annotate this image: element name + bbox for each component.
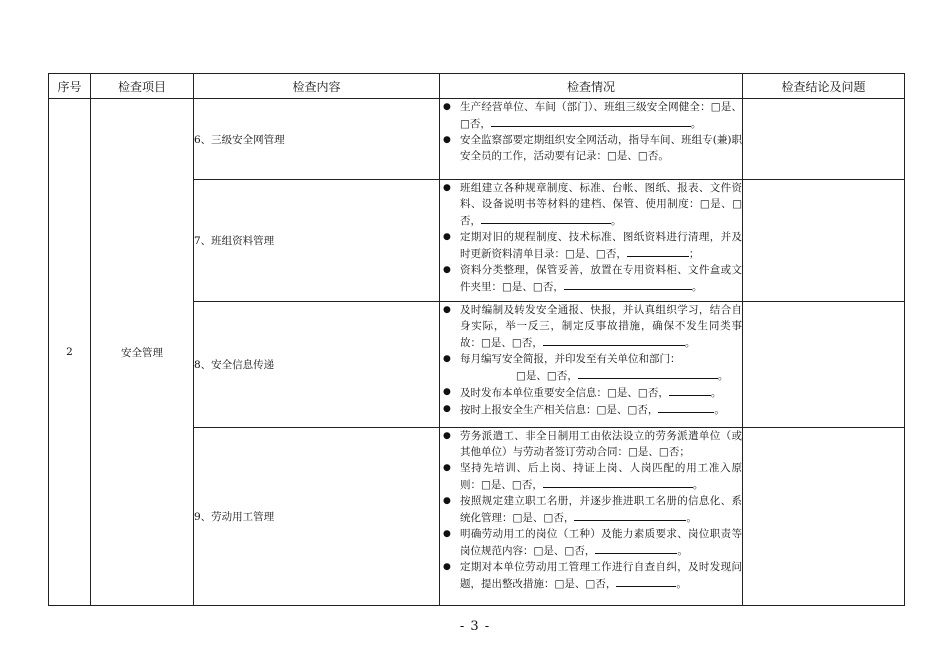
list-item: ● 按时上报安全生产相关信息：□是、□否， 。 <box>440 401 742 418</box>
list-item: ● 明确劳动用工的岗位（工种）及能力素质要求、岗位职责等岗位规范内容：□是、□否， 。 <box>443 528 742 557</box>
check-situation <box>440 99 743 180</box>
header-seq: 序号 <box>49 74 91 99</box>
table-row <box>49 99 905 180</box>
fill-blank <box>658 401 714 413</box>
header-conclusion: 检查结论及问题 <box>743 74 905 99</box>
check-situation <box>440 428 743 606</box>
list-item: ● 劳务派遣工、非全日制用工由依法设立的劳务派遣单位（或其他单位）与劳动者签订劳动合同：□是、□否； <box>443 430 742 458</box>
fill-blank <box>616 575 676 587</box>
header-item: 检查项目 <box>91 74 194 99</box>
list-item: ● 及时编制及转发安全通报、快报，并认真组织学习，结合自身实际，举一反三，制定反事故措施，确保不发生同类事故：□是、□否， 。 <box>443 304 742 349</box>
fill-blank <box>491 115 691 127</box>
header-situation: 检查情况 <box>440 74 743 99</box>
check-content: 9、劳动用工管理 <box>194 428 440 606</box>
list-item: ● 坚持先培训、后上岗、持证上岗、人岗匹配的用工准入原则：□是、□否， 。 <box>443 462 742 491</box>
fill-blank <box>481 212 611 224</box>
list-item: ● 按照规定建立职工名册，并逐步推进职工名册的信息化、系统化管理：□是、□否， 。 <box>443 495 742 524</box>
bullet-icon: ● <box>443 232 451 242</box>
fill-blank <box>543 476 693 488</box>
bullet-icon: ● <box>443 431 451 441</box>
check-content: 7、班组资料管理 <box>194 180 440 302</box>
bullet-icon: ● <box>443 135 451 145</box>
bullet-icon: ● <box>443 496 451 506</box>
list-item: ● 及时发布本单位重要安全信息：□是、□否， 。 <box>440 384 742 401</box>
row-number: 2 <box>49 99 91 606</box>
check-conclusion-cell <box>743 180 905 302</box>
bullet-icon: ● <box>443 305 451 315</box>
check-situation <box>440 302 743 428</box>
bullet-icon: ● <box>443 562 451 572</box>
list-item: ● 安全监察部要定期组织安全网活动，指导车间、班组专(兼)职安全员的工作，活动要有记录：□是、□否。 <box>443 134 742 162</box>
fill-blank <box>627 245 689 257</box>
bullet-icon: ● <box>443 183 451 193</box>
inspection-table <box>48 73 905 606</box>
list-item: ● 定期对旧的规程制度、技术标准、图纸资料进行清理，并及时更新资料清单目录：□是、□否， ； <box>443 231 742 260</box>
check-content: 8、安全信息传递 <box>194 302 440 428</box>
check-content: 6、三级安全网管理 <box>194 99 440 180</box>
bullet-icon: ● <box>443 404 451 414</box>
fill-blank <box>543 334 685 346</box>
page-number: - 3 - <box>459 619 491 634</box>
check-conclusion-cell <box>743 428 905 606</box>
list-item: ● 班组建立各种规章制度、标准、台帐、图纸、报表、文件资料、设备说明书等材料的建档、保管、使用制度：□是、□否， 。 <box>443 182 742 227</box>
bullet-icon: ● <box>443 354 451 364</box>
fill-blank <box>564 278 692 290</box>
check-conclusion-cell <box>743 302 905 428</box>
fill-blank <box>669 384 711 396</box>
check-conclusion-cell <box>743 99 905 180</box>
list-item: ● 定期对本单位劳动用工管理工作进行自查自纠，及时发现问题，提出整改措施：□是、□否， 。 <box>443 561 742 590</box>
list-item: ● 生产经营单位、车间（部门）、班组三级安全网健全：□是、□否， 。 <box>443 101 742 130</box>
bullet-icon: ● <box>443 102 451 112</box>
table-header-row <box>49 74 905 99</box>
check-situation <box>440 180 743 302</box>
bullet-icon: ● <box>443 387 451 397</box>
list-item: ● 每月编写安全简报，并印发至有关单位和部门： □是、□否， 。 <box>443 353 729 382</box>
bullet-icon: ● <box>443 265 451 275</box>
fill-blank <box>574 509 686 521</box>
bullet-icon: ● <box>443 463 451 473</box>
fill-blank <box>578 367 718 379</box>
fill-blank <box>595 542 677 554</box>
list-item: ● 资料分类整理，保管妥善，放置在专用资料柜、文件盒或文件夹里：□是、□否， 。 <box>443 264 742 293</box>
header-content: 检查内容 <box>194 74 440 99</box>
bullet-icon: ● <box>443 529 451 539</box>
check-category: 安全管理 <box>91 99 194 606</box>
